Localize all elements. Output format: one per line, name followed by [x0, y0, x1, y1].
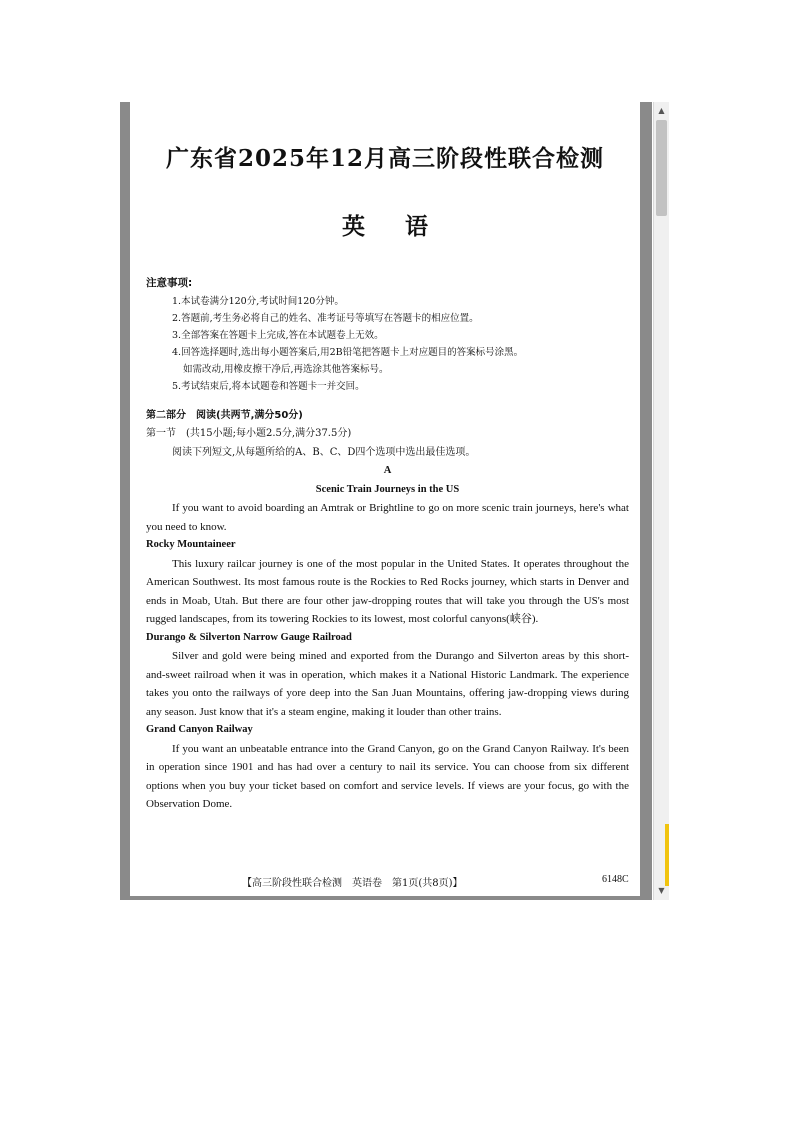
passage-section-text: If you want an unbeatable entrance into the Grand Canyon, go on the Grand Canyon Railway. It's been in operation since 1901 and has had over a century to nail its service. You can choose from six different options when you buy your ticket based on comfort and service levels. If views are your focus, go with the Observation Dome.	[146, 742, 629, 810]
exam-title: 广东省2025年12月高三阶段性联合检测	[165, 145, 605, 172]
viewer-frame-bottom	[120, 896, 652, 900]
passage-section-text: This luxury railcar journey is one of the most popular in the United States. It operates throughout the American Southwest. Its most famous route is the Rockies to Red Rocks journey, which starts in Denver and ends in Moab, Utah. But there are four other jaw-dropping routes that will take you through the US's most rugged landscapes, from its towering Rockies to its lowest, most colorful canyons(峡谷).	[146, 557, 629, 625]
paper-code: 6148C	[602, 874, 629, 885]
passage-section-heading: Rocky Mountaineer	[146, 539, 236, 550]
document-page	[130, 102, 640, 896]
viewer-frame-left	[120, 102, 130, 900]
page-footer: 【高三阶段性联合检测 英语卷 第1页(共8页)】	[242, 878, 463, 889]
passage-letter: A	[383, 465, 392, 476]
notice-item: 4.回答选择题时,选出每小题答案后,用2B铅笔把答题卡上对应题目的答案标号涂黑。	[172, 346, 524, 358]
notice-item: 3.全部答案在答题卡上完成,答在本试题卷上无效。	[172, 329, 384, 341]
scrollbar-thumb[interactable]	[656, 120, 667, 216]
section-instruction: 阅读下列短文,从每题所给的A、B、C、D四个选项中选出最佳选项。	[172, 446, 476, 458]
passage-section-heading: Grand Canyon Railway	[146, 724, 253, 735]
passage-section-text: Silver and gold were being mined and exported from the Durango and Silverton areas by this short-and-sweet railroad when it was in operation, which makes it a National Historic Landmark. The experience takes you onto the railways of yore deep into the San Juan Mountains, offering jaw-dropping views during any season. Just know that it's a steam engine, making it louder than other trains.	[146, 650, 629, 718]
vertical-scrollbar[interactable]	[653, 102, 669, 900]
scroll-up-arrow-icon[interactable]: ▲	[658, 106, 665, 115]
viewer-frame-right	[640, 102, 652, 900]
notice-item-continued: 如需改动,用橡皮擦干净后,再选涂其他答案标号。	[183, 363, 389, 375]
passage-section-heading: Durango & Silverton Narrow Gauge Railroad	[146, 631, 352, 643]
notice-heading: 注意事项:	[146, 277, 193, 289]
notice-item: 1.本试卷满分120分,考试时间120分钟。	[172, 295, 344, 307]
scroll-down-arrow-icon[interactable]: ▼	[658, 886, 665, 895]
section-heading: 第一节 (共15小题;每小题2.5分,满分37.5分)	[146, 428, 352, 439]
passage-intro: If you want to avoid boarding an Amtrak or Brightline to go on more scenic train journeys, here's what you need to know.	[146, 502, 629, 533]
notice-item: 5.考试结束后,将本试题卷和答题卡一并交回。	[172, 380, 365, 392]
part-heading: 第二部分 阅读(共两节,满分50分)	[146, 409, 303, 421]
notice-item: 2.答题前,考生务必将自己的姓名、准考证号等填写在答题卡的相应位置。	[172, 312, 479, 324]
document-viewer	[120, 102, 670, 900]
scroll-position-marker	[665, 824, 669, 886]
spacer	[146, 395, 629, 407]
passage-title: Scenic Train Journeys in the US	[315, 483, 460, 495]
page-content	[146, 274, 629, 814]
exam-subject: 英语	[342, 213, 468, 240]
